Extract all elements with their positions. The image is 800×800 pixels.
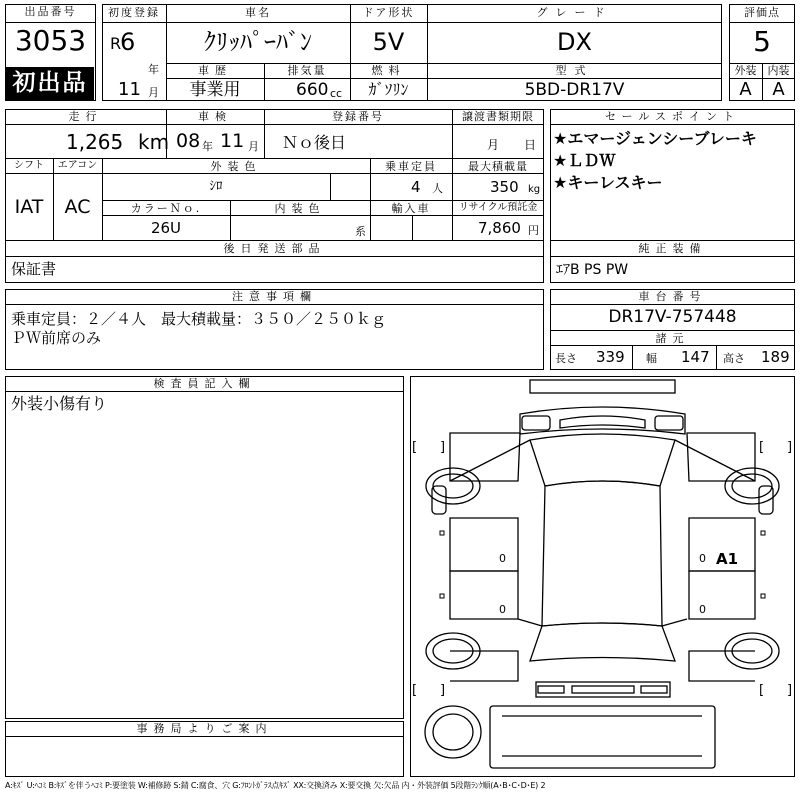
inspector-box	[5, 376, 404, 719]
bracket-left-bottom: [	[412, 683, 418, 698]
recycle-label: リサイクル預託金	[458, 202, 538, 213]
ac-label: エアコン	[57, 160, 98, 171]
transfer-month-unit: 月	[487, 138, 500, 152]
shift-label: シフト	[14, 160, 44, 171]
bracket-right-top: [	[759, 440, 765, 455]
ac: AC	[64, 196, 91, 218]
load-label: 最大積載量	[468, 160, 528, 173]
legend: A:ｷｽﾞ U:ﾍｺﾐ B:ｷｽﾞを伴うﾍｺﾐ P:要塗装 W:補修跡 S:錆 C:腐食、穴 G:ﾌﾛﾝﾄｶﾞﾗｽ点ｷｽﾞ XX:交換済み X:要交換 欠:欠品 内・外装評価 5段階ﾗﾝｸ順(A･B･C･D･E) 2	[5, 781, 546, 790]
chassis-number: DR17V-757448	[608, 307, 737, 327]
interior-grade: A	[772, 79, 785, 100]
ext-color: ｼﾛ	[209, 179, 223, 194]
inspector-comment: 外装小傷有り	[11, 394, 108, 413]
inspection-month-unit: 月	[248, 140, 259, 153]
inspection-year: 08	[176, 130, 201, 152]
score-label: 評価点	[744, 6, 780, 19]
mileage-label: 走行	[68, 110, 103, 123]
door-label: ドア形状	[362, 6, 415, 19]
sales-point-item: ★ＬＤＷ	[553, 151, 616, 170]
inspection-year-unit: 年	[202, 140, 213, 153]
shift: IAT	[14, 196, 44, 218]
capacity-unit: 人	[432, 182, 443, 195]
fuel: ｶﾞｿﾘﾝ	[368, 80, 409, 99]
damage-code: A1	[716, 550, 739, 568]
first-listing-badge: 初出品	[6, 67, 94, 100]
displacement-unit: cc	[330, 87, 343, 100]
height: 189	[761, 348, 790, 366]
grade: DX	[557, 28, 592, 56]
car-name-label: 車名	[245, 6, 271, 19]
capacity-label: 乗車定員	[385, 160, 437, 173]
sales-points-label: セールスポイント	[604, 110, 740, 123]
int-color-unit: 系	[355, 225, 366, 238]
length: 339	[596, 348, 625, 366]
exterior-grade: A	[739, 79, 752, 100]
door-mark-left: 0	[499, 552, 506, 565]
width: 147	[681, 348, 710, 366]
year-unit: 年	[148, 63, 159, 76]
fuel-label: 燃料	[371, 64, 406, 77]
dims-label: 諸元	[655, 332, 690, 345]
office-label: 事務局よりご案内	[136, 722, 273, 735]
car-diagram	[410, 376, 795, 777]
model-label: 型式	[555, 64, 594, 77]
first-reg-label: 初度登録	[108, 6, 160, 19]
notes-line-1: 乗車定員：２／４人 最大積載量：３５０／２５０ｋｇ	[11, 310, 387, 328]
plate-label: 登録番号	[332, 110, 384, 123]
inspector-label: 検査員記入欄	[153, 377, 256, 390]
interior-label: 内装	[767, 64, 790, 77]
capacity: 4	[411, 178, 421, 196]
transfer-day-unit: 日	[524, 138, 537, 152]
bracket-right-bottom: [	[759, 683, 765, 698]
ext-color-label: 外装色	[210, 160, 262, 173]
bracket-right-top-close: ]	[787, 440, 793, 455]
color-no: 26U	[150, 219, 182, 237]
door-mark-right: 0	[699, 552, 706, 565]
first-reg-year: 6	[120, 28, 136, 56]
mileage-unit: km	[138, 130, 170, 154]
width-label: 幅	[646, 352, 657, 365]
later-parts: 保証書	[11, 260, 57, 278]
door-mark-right-front: 0	[699, 603, 706, 616]
int-color-label: 内装色	[274, 202, 326, 215]
door-mark-left-front: 0	[499, 603, 506, 616]
bracket-left-top-close: ]	[440, 440, 446, 455]
displacement: 660	[296, 80, 329, 100]
displacement-label: 排気量	[287, 64, 327, 77]
history-label: 車歴	[198, 64, 232, 77]
transfer-label: 譲渡書類期限	[462, 110, 534, 123]
exterior-label: 外装	[734, 64, 757, 77]
bracket-right-bottom-close: ]	[787, 683, 793, 698]
load: 350	[490, 178, 519, 196]
recycle: 7,860	[478, 219, 521, 237]
import-label: 輸入車	[391, 202, 431, 215]
era-letter: R	[110, 34, 122, 53]
equipment: ｴｱB PS PW	[556, 262, 629, 278]
door: 5V	[372, 28, 405, 56]
color-no-label: カラーＮｏ.	[130, 202, 202, 215]
month-unit: 月	[148, 86, 159, 99]
sales-point-item: ★キーレスキー	[553, 173, 663, 192]
model: 5BD-DR17V	[524, 80, 625, 100]
height-label: 高さ	[723, 352, 745, 365]
lot-label: 出品番号	[24, 5, 77, 18]
notes-label: 注意事項欄	[232, 290, 317, 303]
score: 5	[753, 25, 771, 58]
chassis-label: 車台番号	[638, 290, 707, 303]
plate: Ｎｏ後日	[282, 133, 347, 152]
first-reg-month: 11	[118, 79, 141, 100]
mileage: 1,265	[66, 130, 124, 154]
inspection-label: 車検	[198, 110, 232, 123]
load-unit: kg	[528, 184, 541, 195]
grade-label: グレード	[536, 6, 613, 19]
sales-point-item: ★エマージェンシーブレーキ	[553, 129, 757, 148]
bracket-left-top: [	[412, 440, 418, 455]
history: 事業用	[189, 80, 241, 100]
bracket-left-bottom-close: ]	[440, 683, 446, 698]
inspection-month: 11	[220, 130, 245, 152]
car-name: ｸﾘｯﾊﾟｰﾊﾞﾝ	[204, 28, 312, 56]
later-parts-label: 後日発送部品	[223, 242, 326, 255]
notes-line-2: ＰＷ前席のみ	[11, 329, 102, 347]
length-label: 長さ	[555, 352, 577, 365]
equipment-label: 純正装備	[638, 242, 707, 255]
recycle-unit: 円	[528, 224, 539, 237]
lot-number: 3053	[14, 24, 87, 57]
